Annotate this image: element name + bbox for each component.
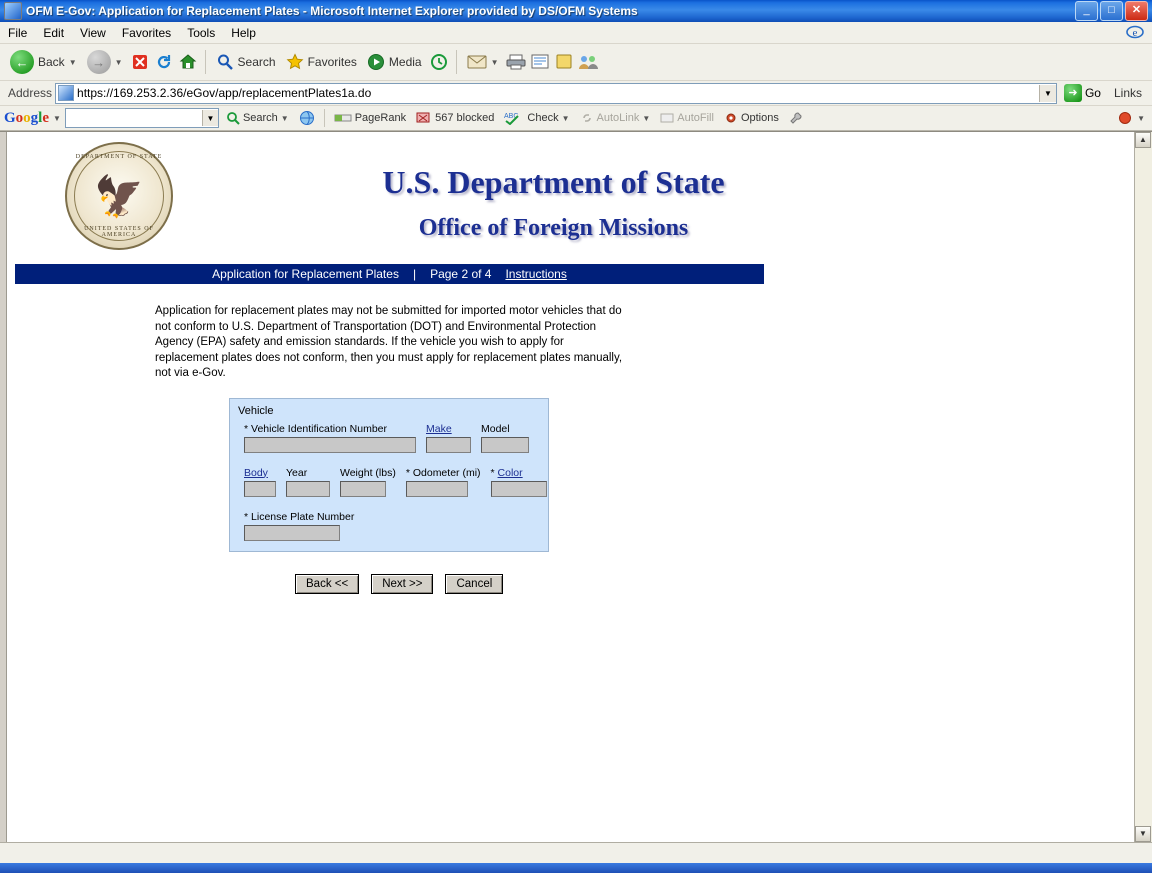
svg-text:e: e: [1132, 27, 1138, 39]
media-button[interactable]: [363, 45, 426, 79]
color-lookup-link[interactable]: Color: [497, 466, 523, 479]
menu-help[interactable]: Help: [231, 25, 256, 40]
vehicle-row-2: [230, 467, 548, 497]
pagerank-icon: [334, 111, 352, 125]
license-plate-label: [244, 511, 354, 523]
page-scrollbar[interactable]: [1134, 132, 1152, 842]
weight-input[interactable]: [340, 481, 386, 497]
address-bar: [0, 81, 1152, 106]
pagerank-label: PageRank: [354, 112, 407, 124]
scroll-down-arrow-icon[interactable]: ▼: [1135, 826, 1151, 842]
seal-bottom-text: UNITED STATES OF AMERICA: [84, 226, 154, 238]
make-label: [426, 423, 471, 435]
body-input[interactable]: [244, 481, 276, 497]
maximize-button[interactable]: □: [1100, 1, 1123, 21]
vin-required-marker: *: [244, 422, 249, 435]
search-icon: [226, 111, 240, 125]
page-title: U.S. Department of State: [382, 164, 725, 200]
color-required-marker: *: [490, 466, 495, 479]
go-button[interactable]: [1060, 84, 1105, 102]
svg-text:ABC: ABC: [504, 113, 519, 120]
gear-icon: [724, 111, 738, 125]
autolink-icon: [580, 111, 594, 125]
back-button[interactable]: [6, 45, 81, 79]
vehicle-row-1: [230, 423, 548, 453]
google-separator-1: [324, 109, 325, 127]
popup-blocker-icon: [416, 111, 432, 125]
back-arrow-icon: ←: [10, 50, 34, 74]
go-arrow-icon: ➜: [1064, 84, 1082, 102]
model-input[interactable]: [481, 437, 529, 453]
menu-favorites[interactable]: Favorites: [121, 25, 172, 40]
window-title: OFM E-Gov: Application for Replacement Plates - Microsoft Internet Explorer provided by DS/OFM Systems: [26, 4, 638, 18]
options-button[interactable]: [721, 111, 782, 125]
body-lookup-link[interactable]: Body: [244, 466, 268, 479]
address-dropdown-icon[interactable]: ▼: [1039, 85, 1056, 102]
weight-label: Weight (lbs): [340, 466, 396, 479]
license-plate-field: [244, 511, 354, 541]
blocked-count-label: 567 blocked: [435, 112, 495, 124]
minimize-button[interactable]: _: [1075, 1, 1098, 21]
menu-file[interactable]: File: [8, 25, 28, 40]
google-search-dropdown-icon[interactable]: ▼: [280, 113, 289, 123]
star-icon: [286, 53, 304, 71]
check-label: Check: [527, 112, 559, 124]
media-button-label: Media: [388, 55, 422, 69]
autolink-button[interactable]: [577, 111, 654, 125]
messenger-icon[interactable]: [577, 51, 599, 73]
make-input[interactable]: [426, 437, 471, 453]
google-search-history-icon[interactable]: ▼: [202, 110, 218, 126]
address-label: Address: [8, 86, 53, 100]
refresh-icon[interactable]: [153, 51, 175, 73]
back-dropdown-icon[interactable]: ▼: [68, 57, 77, 67]
cancel-button-form[interactable]: Cancel: [445, 574, 503, 594]
google-search-button[interactable]: [223, 111, 292, 125]
odometer-input[interactable]: [406, 481, 468, 497]
back-button-label: Back: [38, 55, 65, 69]
vin-field: [244, 423, 416, 453]
status-bar: [0, 842, 1152, 863]
odometer-label: [406, 467, 481, 479]
year-label: Year: [286, 466, 308, 479]
page-document: [7, 132, 1134, 842]
favorites-button-label: Favorites: [307, 55, 357, 69]
browser-toolbar: [0, 44, 1152, 81]
history-icon[interactable]: [428, 51, 450, 73]
autofill-icon: [660, 111, 674, 125]
mail-icon: [467, 54, 487, 70]
google-collapse-dropdown-icon[interactable]: ▼: [1137, 113, 1145, 123]
autolink-label: AutoLink: [596, 112, 640, 124]
forward-arrow-icon: →: [87, 50, 111, 74]
page-favicon: [58, 85, 74, 101]
toolbar-separator-1: [205, 50, 206, 74]
toolbar-separator-2: [456, 50, 457, 74]
vehicle-row-3: [230, 511, 548, 541]
go-button-label: Go: [1084, 86, 1101, 100]
window-controls: [1075, 1, 1150, 21]
menu-bar: [0, 22, 1152, 44]
color-field: [491, 467, 547, 497]
mail-dropdown-icon[interactable]: ▼: [490, 57, 499, 67]
odometer-label-text: Odometer (mi): [412, 466, 481, 479]
google-wrench-icon[interactable]: [786, 111, 806, 125]
eagle-icon: 🦅: [94, 175, 144, 219]
spellcheck-icon: [504, 111, 524, 125]
color-label: [491, 467, 547, 479]
spell-check-button[interactable]: [501, 111, 572, 125]
ie-app-icon: [4, 2, 22, 20]
license-plate-label-text: License Plate Number: [251, 510, 355, 523]
print-icon[interactable]: [505, 51, 527, 73]
search-button[interactable]: [212, 45, 280, 79]
edit-icon[interactable]: [529, 51, 551, 73]
scroll-up-arrow-icon[interactable]: ▲: [1135, 132, 1151, 148]
weight-field: [340, 467, 396, 497]
application-navbar: [15, 264, 764, 284]
stop-icon[interactable]: [129, 51, 151, 73]
menu-edit[interactable]: Edit: [43, 25, 65, 40]
vin-label-text: Vehicle Identification Number: [251, 422, 388, 435]
autofill-button[interactable]: [657, 111, 717, 125]
google-logo-dropdown-icon[interactable]: ▼: [53, 113, 61, 123]
page-subtitle: Office of Foreign Missions: [418, 215, 689, 241]
body-field: [244, 467, 276, 497]
ie-logo-icon: [1124, 23, 1146, 41]
menu-view[interactable]: View: [80, 25, 106, 40]
navbar-separator: |: [412, 267, 417, 281]
body-label: [244, 467, 276, 479]
year-input[interactable]: [286, 481, 330, 497]
make-field: [426, 423, 471, 453]
search-button-label: Search: [237, 55, 276, 69]
make-lookup-link[interactable]: Make: [426, 422, 452, 435]
autolink-dropdown-icon[interactable]: ▼: [642, 113, 651, 123]
department-of-state-seal-icon: [65, 142, 173, 250]
address-url-text: https://169.253.2.36/eGov/app/replacementPlates1a.do: [77, 86, 372, 100]
search-icon: [216, 53, 234, 71]
page-left-gutter: [0, 132, 7, 842]
odometer-field: [406, 467, 481, 497]
google-search-input[interactable]: [65, 108, 219, 128]
favorites-button[interactable]: [282, 45, 361, 79]
intro-paragraph: Application for replacement plates may not be submitted for imported motor vehicles that do not conform to U.S. Department of Transportation (DOT) and Environmental Protection Agency (EPA) safety and emission standards. If the vehicle you wish to apply for replacement plates does not conform, then you must apply for replacement plates manually, not via e-Gov.: [155, 305, 623, 379]
navbar-application-title: Application for Replacement Plates: [212, 267, 399, 281]
pagerank-indicator[interactable]: [331, 111, 409, 125]
google-logo: Google: [4, 109, 50, 126]
links-button[interactable]: Links: [1113, 86, 1142, 100]
google-toolbar: [0, 106, 1152, 131]
forward-dropdown-icon[interactable]: ▼: [114, 57, 123, 67]
vin-label: [244, 423, 416, 435]
notes-icon[interactable]: [553, 51, 575, 73]
options-label: Options: [740, 112, 779, 124]
forward-button[interactable]: [83, 45, 127, 79]
google-search-label: Search: [242, 112, 278, 124]
year-field: [286, 467, 330, 497]
taskbar: [0, 863, 1152, 873]
model-field: [481, 423, 529, 453]
vehicle-fieldset-legend: Vehicle: [238, 404, 274, 417]
home-icon[interactable]: [177, 51, 199, 73]
seal-top-text: DEPARTMENT OF STATE: [75, 154, 163, 160]
site-header: [7, 132, 1134, 250]
popup-blocker[interactable]: [413, 111, 497, 125]
license-plate-required-marker: *: [244, 510, 249, 523]
navbar-page-indicator: Page 2 of 4: [430, 267, 492, 281]
menu-tools[interactable]: Tools: [187, 25, 216, 40]
license-plate-input[interactable]: [244, 525, 340, 541]
vin-input[interactable]: [244, 437, 416, 453]
model-label: Model: [481, 422, 510, 435]
odometer-required-marker: *: [405, 466, 410, 479]
window-titlebar: [0, 0, 1152, 22]
google-globe-icon[interactable]: [296, 110, 318, 126]
check-dropdown-icon[interactable]: ▼: [561, 113, 570, 123]
site-titles: [173, 142, 1134, 242]
close-button[interactable]: ✕: [1125, 1, 1148, 21]
browser-viewport: [0, 131, 1152, 842]
mail-button[interactable]: [463, 45, 503, 79]
color-input[interactable]: [491, 481, 547, 497]
media-icon: [367, 53, 385, 71]
form-button-row: [295, 574, 1134, 594]
address-input[interactable]: [55, 83, 1057, 104]
google-collapse-button[interactable]: [1115, 111, 1148, 125]
autofill-label: AutoFill: [677, 112, 714, 124]
back-button-form[interactable]: Back <<: [295, 574, 359, 594]
vehicle-fieldset: [229, 398, 549, 552]
instructions-link[interactable]: Instructions: [505, 267, 567, 281]
next-button-form[interactable]: Next >>: [371, 574, 433, 594]
